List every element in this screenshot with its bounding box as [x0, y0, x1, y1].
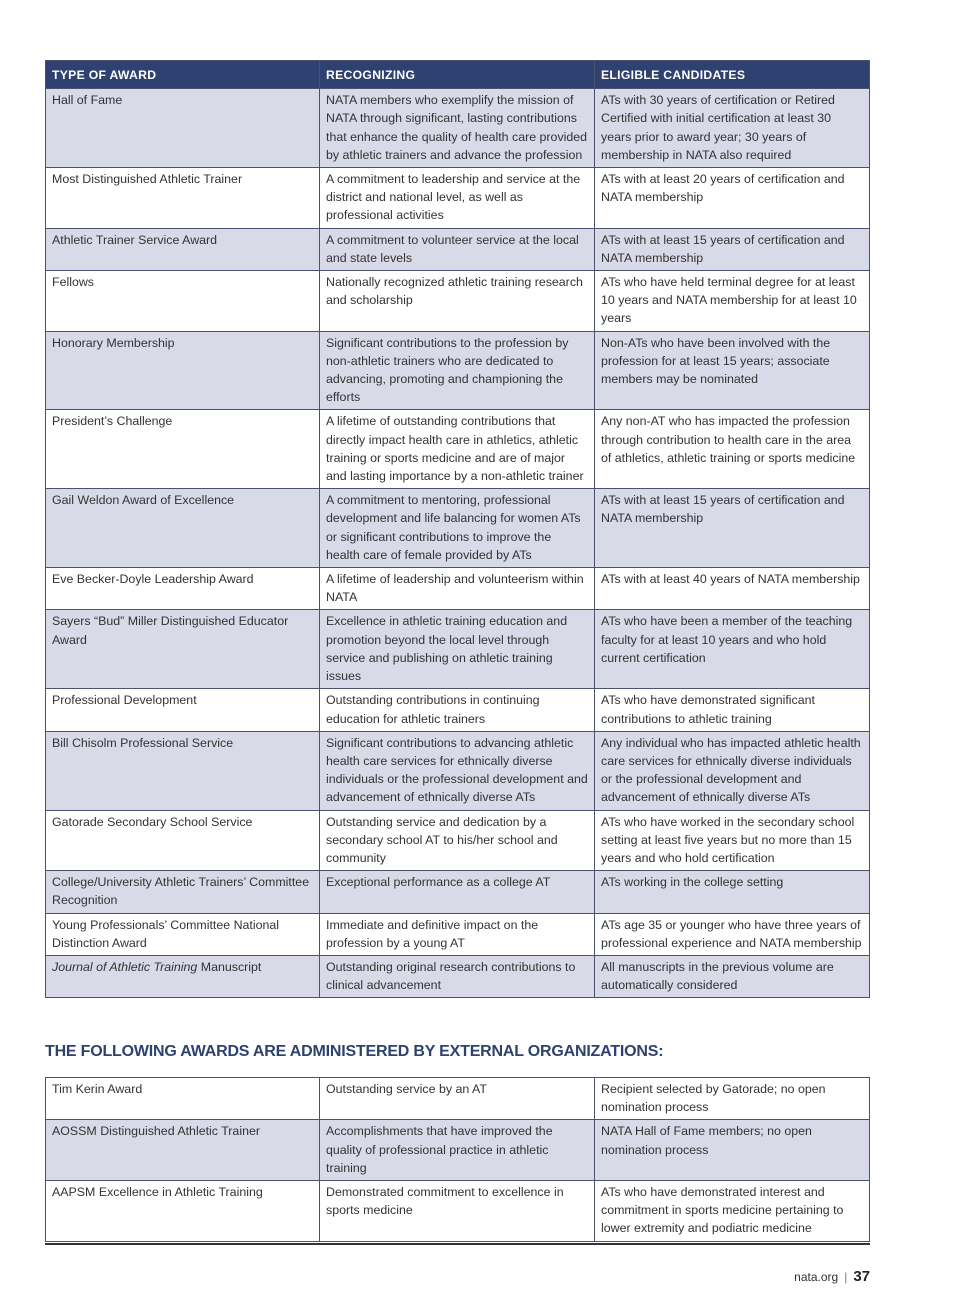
award-name: Eve Becker-Doyle Leadership Award [46, 568, 320, 610]
award-eligible: ATs who have held terminal degree for at least 10 years and NATA membership for at least 10 years [595, 271, 870, 332]
award-eligible: ATs age 35 or younger who have three years of professional experience and NATA membership [595, 913, 870, 955]
award-recognizing: A commitment to leadership and service at the district and national level, as well as professional activities [320, 168, 595, 229]
table-row [46, 610, 870, 689]
table-row [46, 410, 870, 489]
award-name: President’s Challenge [46, 410, 320, 489]
awards-table [45, 60, 870, 998]
award-recognizing: Outstanding original research contributions to clinical advancement [320, 955, 595, 997]
awards-table-header-row [46, 61, 870, 89]
footer-divider [45, 1243, 870, 1245]
table-row [46, 168, 870, 229]
award-recognizing: Outstanding service by an AT [320, 1078, 595, 1120]
award-name: College/University Athletic Trainers’ Committee Recognition [46, 871, 320, 913]
page-footer [794, 1268, 870, 1285]
table-row [46, 871, 870, 913]
award-recognizing: NATA members who exemplify the mission of NATA through significant, lasting contributions that enhance the quality of health care provided by athletic trainers and advance the profession [320, 89, 595, 168]
header-eligible-candidates: ELIGIBLE CANDIDATES [595, 61, 870, 89]
award-eligible: ATs with 30 years of certification or Retired Certified with initial certification at least 30 years prior to award year; 30 years of membership in NATA also required [595, 89, 870, 168]
table-row [46, 271, 870, 332]
award-recognizing: Demonstrated commitment to excellence in sports medicine [320, 1181, 595, 1242]
table-row [46, 228, 870, 270]
award-name [46, 955, 320, 997]
table-row [46, 689, 870, 731]
table-row [46, 913, 870, 955]
award-recognizing: A commitment to volunteer service at the local and state levels [320, 228, 595, 270]
header-type-of-award: TYPE OF AWARD [46, 61, 320, 89]
award-recognizing: Outstanding contributions in continuing education for athletic trainers [320, 689, 595, 731]
award-eligible: ATs who have worked in the secondary school setting at least five years but no more than 15 years and who hold certification [595, 810, 870, 871]
award-recognizing: Nationally recognized athletic training research and scholarship [320, 271, 595, 332]
award-name: AOSSM Distinguished Athletic Trainer [46, 1120, 320, 1181]
table-row [46, 955, 870, 997]
award-eligible: ATs with at least 20 years of certification and NATA membership [595, 168, 870, 229]
award-recognizing: Immediate and definitive impact on the profession by a young AT [320, 913, 595, 955]
award-recognizing: Significant contributions to the profession by non-athletic trainers who are dedicated to advancing, promoting and championing the efforts [320, 331, 595, 410]
external-awards-heading: THE FOLLOWING AWARDS ARE ADMINISTERED BY EXTERNAL ORGANIZATIONS: [45, 1043, 664, 1060]
award-eligible: ATs who have demonstrated interest and commitment in sports medicine pertaining to lower extremity and podiatric medicine [595, 1181, 870, 1242]
table-row [46, 331, 870, 410]
award-eligible: All manuscripts in the previous volume are automatically considered [595, 955, 870, 997]
award-name: Bill Chisolm Professional Service [46, 731, 320, 810]
award-recognizing: Outstanding service and dedication by a secondary school AT to his/her school and community [320, 810, 595, 871]
award-name: Athletic Trainer Service Award [46, 228, 320, 270]
award-eligible: ATs who have been a member of the teaching faculty for at least 10 years and who hold current certification [595, 610, 870, 689]
award-name: Honorary Membership [46, 331, 320, 410]
award-eligible: Any individual who has impacted athletic health care services for ethnically diverse individuals or the professional development and advancement of ethnically diverse ATs [595, 731, 870, 810]
award-eligible: NATA Hall of Fame members; no open nomination process [595, 1120, 870, 1181]
award-recognizing: Accomplishments that have improved the quality of professional practice in athletic training [320, 1120, 595, 1181]
table-row [46, 89, 870, 168]
table-row [46, 568, 870, 610]
award-name: AAPSM Excellence in Athletic Training [46, 1181, 320, 1242]
footer-site-link[interactable]: nata.org [794, 1270, 839, 1284]
award-eligible: ATs with at least 40 years of NATA membership [595, 568, 870, 610]
award-name: Fellows [46, 271, 320, 332]
award-eligible: ATs with at least 15 years of certification and NATA membership [595, 489, 870, 568]
table-row [46, 1181, 870, 1242]
award-name: Gatorade Secondary School Service [46, 810, 320, 871]
award-name-suffix: Manuscript [197, 959, 262, 974]
award-name: Professional Development [46, 689, 320, 731]
award-eligible: ATs who have demonstrated significant contributions to athletic training [595, 689, 870, 731]
table-row [46, 731, 870, 810]
header-recognizing: RECOGNIZING [320, 61, 595, 89]
award-name: Hall of Fame [46, 89, 320, 168]
table-row [46, 1078, 870, 1120]
award-eligible: Non-ATs who have been involved with the profession for at least 15 years; associate members may be nominated [595, 331, 870, 410]
award-name: Young Professionals’ Committee National Distinction Award [46, 913, 320, 955]
table-row [46, 1120, 870, 1181]
award-recognizing: Excellence in athletic training education and promotion beyond the local level through service and publishing on athletic training issues [320, 610, 595, 689]
award-recognizing: Significant contributions to advancing athletic health care services for ethnically diverse individuals or the professional development and advancement of ethnically diverse ATs [320, 731, 595, 810]
table-row [46, 810, 870, 871]
external-awards-table [45, 1077, 870, 1242]
award-recognizing: A lifetime of outstanding contributions that directly impact health care in athletics, athletic training or sports medicine and are of major and lasting importance by a non-athletic trainer [320, 410, 595, 489]
award-eligible: ATs working in the college setting [595, 871, 870, 913]
table-row [46, 489, 870, 568]
award-eligible: ATs with at least 15 years of certification and NATA membership [595, 228, 870, 270]
award-recognizing: A commitment to mentoring, professional development and life balancing for women ATs or significant contributions to improve the health care of female provided by ATs [320, 489, 595, 568]
award-name: Tim Kerin Award [46, 1078, 320, 1120]
award-name: Gail Weldon Award of Excellence [46, 489, 320, 568]
award-recognizing: A lifetime of leadership and volunteerism within NATA [320, 568, 595, 610]
award-eligible: Any non-AT who has impacted the profession through contribution to health care in the area of athletics, athletic training or sports medicine [595, 410, 870, 489]
award-recognizing: Exceptional performance as a college AT [320, 871, 595, 913]
journal-title: Journal of Athletic Training [52, 959, 198, 974]
award-name: Most Distinguished Athletic Trainer [46, 168, 320, 229]
award-name: Sayers “Bud” Miller Distinguished Educator Award [46, 610, 320, 689]
footer-separator: | [844, 1270, 848, 1284]
page-number: 37 [853, 1268, 870, 1285]
award-eligible: Recipient selected by Gatorade; no open nomination process [595, 1078, 870, 1120]
